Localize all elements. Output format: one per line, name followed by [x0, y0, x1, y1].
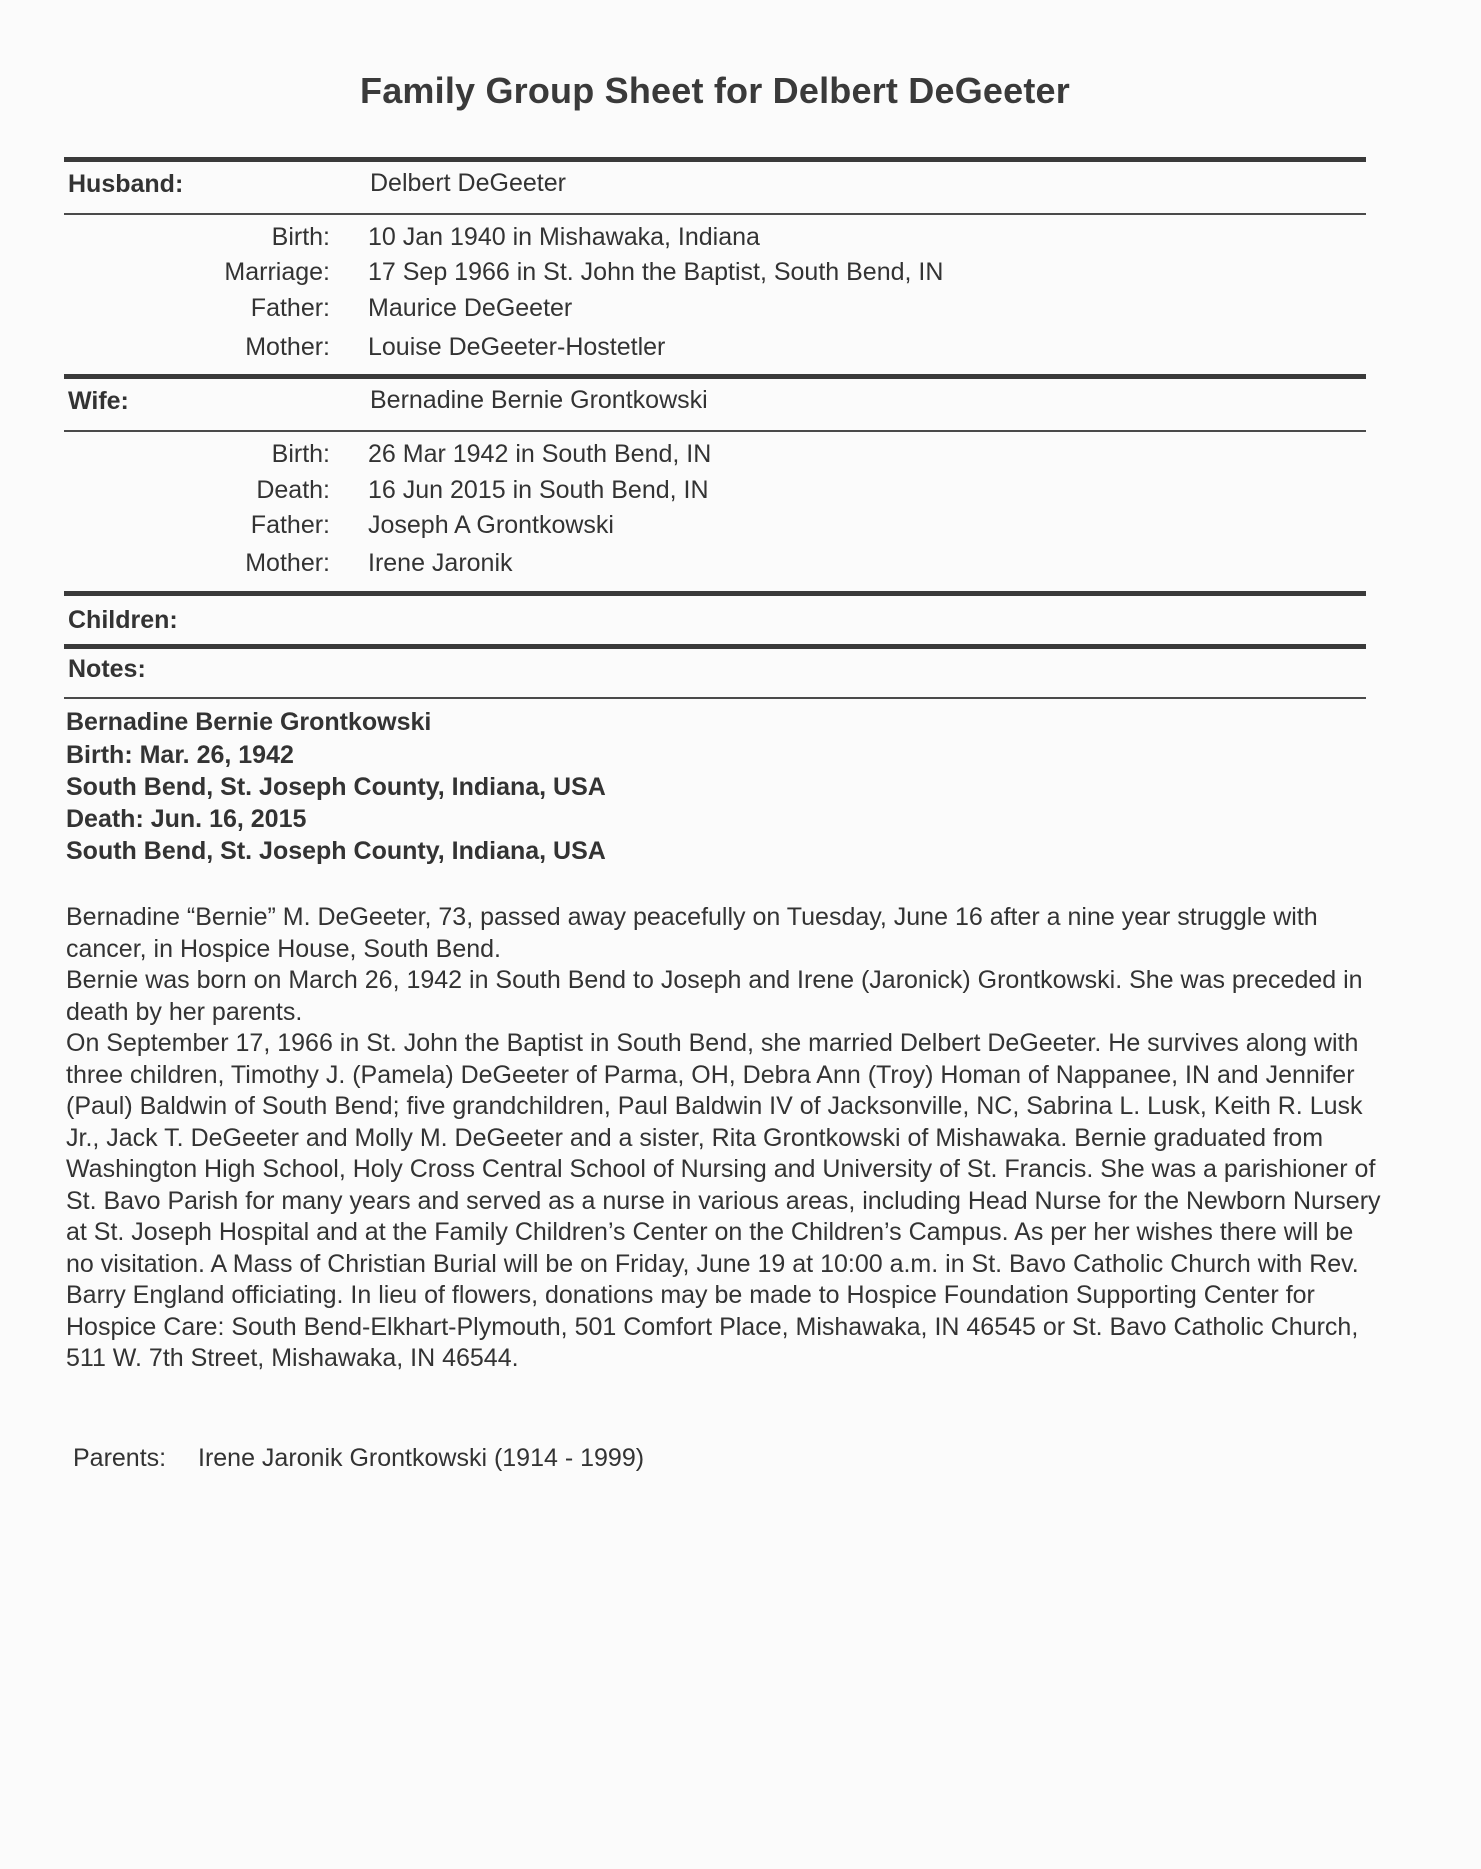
section-divider [64, 430, 1366, 432]
page-title: Family Group Sheet for Delbert DeGeeter [360, 70, 1070, 111]
wife-death-value: 16 Jun 2015 in South Bend, IN [368, 476, 709, 504]
husband-marriage-value: 17 Sep 1966 in St. John the Baptist, South Bend, IN [368, 258, 944, 286]
wife-birth-value: 26 Mar 1942 in South Bend, IN [368, 440, 712, 468]
parents-value: Irene Jaronik Grontkowski (1914 - 1999) [198, 1444, 645, 1472]
notes-header-birth: Birth: Mar. 26, 1942 [66, 741, 294, 769]
husband-birth-label: Birth: [271, 223, 330, 251]
section-divider [64, 697, 1366, 699]
wife-father-value: Joseph A Grontkowski [368, 511, 614, 539]
wife-death-label: Death: [256, 476, 330, 504]
wife-father-label: Father: [250, 511, 330, 539]
obituary-text [66, 902, 1386, 1375]
section-divider [64, 591, 1366, 596]
notes-header-name: Bernadine Bernie Grontkowski [66, 708, 432, 736]
section-divider [64, 157, 1366, 162]
section-divider [64, 644, 1366, 649]
parents-line [73, 1444, 644, 1473]
husband-birth-value: 10 Jan 1940 in Mishawaka, Indiana [368, 223, 760, 251]
obituary-paragraph: Bernadine “Bernie” M. DeGeeter, 73, passed away peacefully on Tuesday, June 16 after a nine year struggle with cancer, in Hospice House, South Bend. [66, 903, 1318, 963]
notes-header-birth-place: South Bend, St. Joseph County, Indiana, USA [66, 773, 606, 801]
section-divider [64, 213, 1366, 215]
husband-mother-label: Mother: [245, 333, 330, 361]
obituary-paragraph: Bernie was born on March 26, 1942 in South Bend to Joseph and Irene (Jaronick) Grontkowski. She was preceded in death by her parents. [66, 966, 1363, 1026]
husband-marriage-label: Marriage: [224, 258, 330, 286]
wife-name: Bernadine Bernie Grontkowski [370, 386, 708, 414]
section-divider [64, 374, 1366, 379]
notes-header-death: Death: Jun. 16, 2015 [66, 805, 307, 833]
notes-header-death-place: South Bend, St. Joseph County, Indiana, USA [66, 837, 606, 865]
husband-father-label: Father: [250, 294, 330, 322]
obituary-paragraph: On September 17, 1966 in St. John the Baptist in South Bend, she married Delbert DeGeeter. He survives along with three children, Timothy J. (Pamela) DeGeeter of Parma, OH, Debra Ann (Troy) Homan of Nappanee, IN and Jennifer (Paul) Baldwin of South Bend; five grandchildren, Paul Baldwin IV of Jacksonville, NC, Sabrina L. Lusk, Keith R. Lusk Jr., Jack T. DeGeeter and Molly M. DeGeeter and a sister, Rita Grontkowski of Mishawaka. Bernie graduated from Washington High School, Holy Cross Central School of Nursing and University of St. Francis. She was a parishioner of St. Bavo Parish for many years and served as a nurse in various areas, including Head Nurse for the Newborn Nursery at St. Joseph Hospital and at the Family Children’s Center on the Children’s Campus. As per her wishes there will be no visitation. A Mass of Christian Burial will be on Friday, June 19 at 10:00 a.m. in St. Bavo Catholic Church with Rev. Barry England officiating. In lieu of flowers, donations may be made to Hospice Foundation Supporting Center for Hospice Care: South Bend-Elkhart-Plymouth, 501 Comfort Place, Mishawaka, IN 46545 or St. Bavo Catholic Church, 511 W. 7th Street, Mishawaka, IN 46544. [66, 1029, 1381, 1372]
children-label: Children: [68, 606, 178, 634]
husband-mother-value: Louise DeGeeter-Hostetler [368, 333, 666, 361]
husband-name: Delbert DeGeeter [370, 169, 566, 197]
husband-father-value: Maurice DeGeeter [368, 294, 573, 322]
wife-mother-label: Mother: [245, 549, 330, 577]
wife-mother-value: Irene Jaronik [368, 549, 513, 577]
notes-label: Notes: [68, 655, 146, 683]
husband-label: Husband: [68, 170, 184, 198]
parents-label: Parents: [73, 1444, 167, 1472]
wife-birth-label: Birth: [271, 440, 330, 468]
wife-label: Wife: [68, 387, 129, 415]
